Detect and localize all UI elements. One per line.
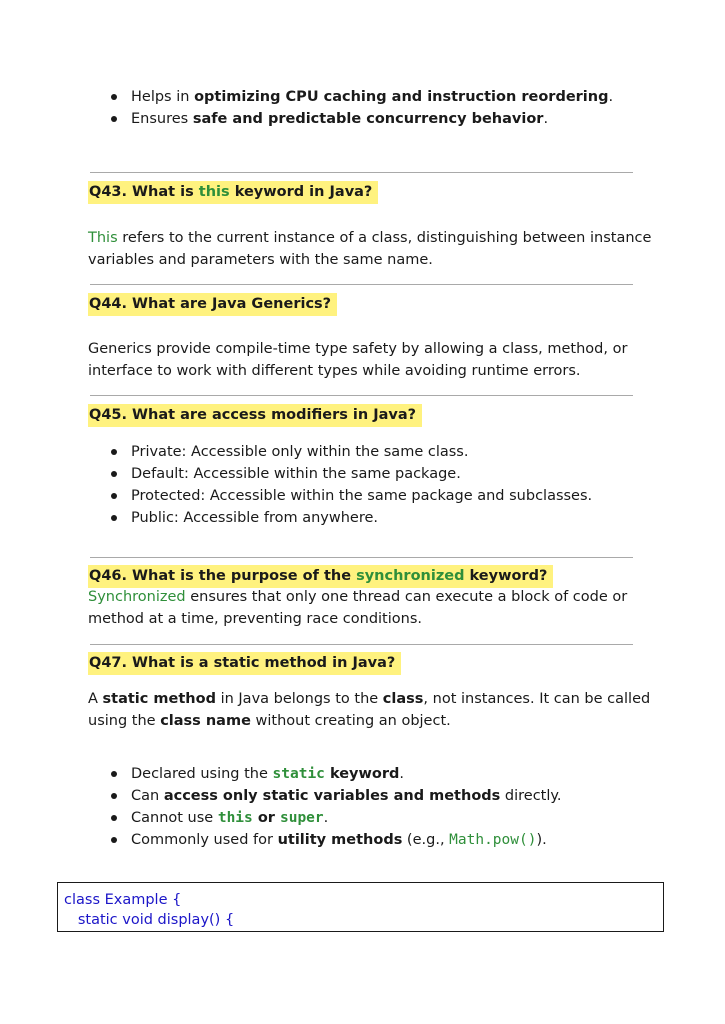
q47-heading: Q47. What is a static method in Java?	[88, 652, 401, 675]
q47-answer: A static method in Java belongs to the class, not instances. It can be called using the class name without creating an object.	[88, 691, 651, 729]
intro-bullet-list	[108, 86, 613, 130]
list-item: Ensures safe and predictable concurrency behavior.	[108, 108, 613, 130]
list-item: Helps in optimizing CPU caching and instruction reordering.	[108, 86, 613, 108]
divider	[90, 284, 633, 285]
list-item: Protected: Accessible within the same package and subclasses.	[108, 485, 592, 507]
q44-answer: Generics provide compile-time type safety by allowing a class, method, or interface to work with different types while avoiding runtime errors.	[88, 341, 628, 379]
access-modifiers-list	[108, 441, 592, 529]
q46-answer: Synchronized ensures that only one thread can execute a block of code or method at a time, preventing race conditions.	[88, 589, 628, 627]
divider	[90, 395, 633, 396]
q44-heading: Q44. What are Java Generics?	[88, 293, 337, 316]
divider	[90, 557, 633, 558]
q43-answer: This refers to the current instance of a class, distinguishing between instance variables and parameters with the same name.	[88, 230, 652, 268]
list-item: Commonly used for utility methods (e.g., Math.pow()).	[108, 829, 562, 851]
list-item: Public: Accessible from anywhere.	[108, 507, 592, 529]
list-item: Private: Accessible only within the same class.	[108, 441, 592, 463]
q46-heading: Q46. What is the purpose of the synchronized keyword?	[88, 565, 553, 588]
code-block	[57, 882, 664, 932]
q43-heading: Q43. What is this keyword in Java?	[88, 181, 378, 204]
code-line: static void display() {	[64, 912, 235, 928]
list-item: Can access only static variables and methods directly.	[108, 785, 562, 807]
divider	[90, 644, 633, 645]
static-method-list	[108, 763, 562, 851]
divider	[90, 172, 633, 173]
q45-heading: Q45. What are access modifiers in Java?	[88, 404, 422, 427]
list-item: Cannot use this or super.	[108, 807, 562, 829]
list-item: Default: Accessible within the same package.	[108, 463, 592, 485]
list-item: Declared using the static keyword.	[108, 763, 562, 785]
code-line: class Example {	[64, 892, 182, 908]
